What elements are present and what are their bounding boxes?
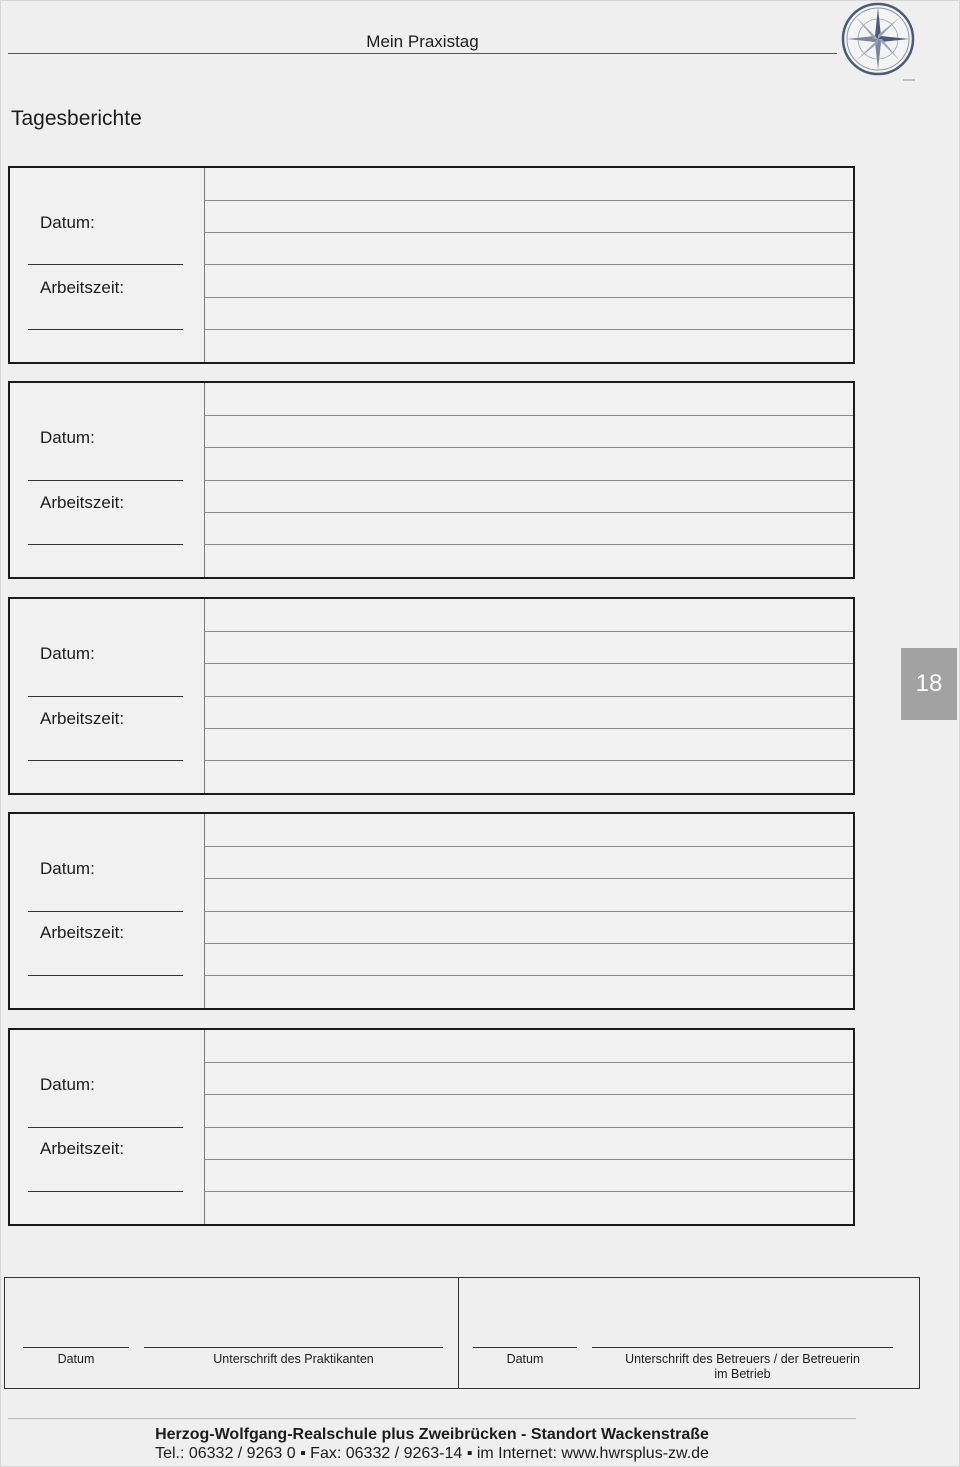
student-signature-label: Unterschrift des Praktikanten: [213, 1352, 374, 1366]
report-meta-column: [10, 814, 205, 1008]
report-text-line[interactable]: [204, 264, 853, 265]
worktime-input-line[interactable]: [28, 760, 183, 761]
report-text-line[interactable]: [204, 911, 853, 912]
report-text-line[interactable]: [204, 878, 853, 879]
report-text-line[interactable]: [204, 760, 853, 761]
student-date-label: Datum: [57, 1352, 95, 1366]
report-text-line[interactable]: [204, 1062, 853, 1063]
supervisor-signature-label-line2: im Betrieb: [714, 1367, 771, 1381]
supervisor-date-line[interactable]: [473, 1347, 577, 1348]
daily-report-block: [8, 597, 855, 795]
report-text-line[interactable]: [204, 447, 853, 448]
report-meta-column: [10, 168, 205, 362]
date-input-line[interactable]: [28, 696, 183, 697]
worktime-input-line[interactable]: [28, 544, 183, 545]
worktime-label: Arbeitszeit:: [40, 1139, 125, 1158]
footer-divider: [8, 1418, 856, 1419]
date-input-line[interactable]: [28, 911, 183, 912]
daily-report-block: [8, 166, 855, 364]
worktime-label: Arbeitszeit:: [40, 278, 125, 297]
footer-contact: Tel.: 06332 / 9263 0 ▪ Fax: 06332 / 9263-14 ▪ im Internet: www.hwrsplus-zw.de: [155, 1445, 709, 1462]
report-text-line[interactable]: [204, 512, 853, 513]
footer-school-name: Herzog-Wolfgang-Realschule plus Zweibrücken - Standort Wackenstraße: [155, 1426, 709, 1443]
report-meta-column: [10, 599, 205, 793]
report-text-line[interactable]: [204, 297, 853, 298]
report-text-line[interactable]: [204, 329, 853, 330]
report-text-line[interactable]: [204, 846, 853, 847]
section-heading: Tagesberichte: [11, 107, 142, 130]
date-label: Datum:: [40, 428, 95, 447]
report-text-line[interactable]: [204, 728, 853, 729]
report-text-line[interactable]: [204, 663, 853, 664]
supervisor-date-label: Datum: [506, 1352, 544, 1366]
date-label: Datum:: [40, 859, 95, 878]
worktime-input-line[interactable]: [28, 975, 183, 976]
report-text-line[interactable]: [204, 1127, 853, 1128]
report-text-line[interactable]: [204, 631, 853, 632]
report-text-line[interactable]: [204, 415, 853, 416]
report-text-line[interactable]: [204, 544, 853, 545]
daily-report-block: [8, 812, 855, 1010]
student-date-line[interactable]: [23, 1347, 129, 1348]
page-header-title: Mein Praxistag: [8, 31, 837, 54]
report-text-line[interactable]: [204, 1094, 853, 1095]
date-input-line[interactable]: [28, 264, 183, 265]
date-input-line[interactable]: [28, 1127, 183, 1128]
student-signature-line[interactable]: [144, 1347, 443, 1348]
report-text-line[interactable]: [204, 200, 853, 201]
page-number-tab: 18: [901, 648, 957, 720]
date-label: Datum:: [40, 644, 95, 663]
report-text-line[interactable]: [204, 480, 853, 481]
worktime-input-line[interactable]: [28, 1191, 183, 1192]
supervisor-signature-label: [592, 1352, 893, 1382]
worktime-input-line[interactable]: [28, 329, 183, 330]
compass-logo-icon: [841, 2, 917, 82]
report-text-line[interactable]: [204, 943, 853, 944]
date-label: Datum:: [40, 213, 95, 232]
report-text-line[interactable]: [204, 232, 853, 233]
report-meta-column: [10, 1030, 205, 1224]
date-input-line[interactable]: [28, 480, 183, 481]
daily-report-block: [8, 1028, 855, 1226]
signature-divider: [458, 1278, 459, 1388]
daily-report-block: [8, 381, 855, 579]
report-text-line[interactable]: [204, 1191, 853, 1192]
report-text-line[interactable]: [204, 975, 853, 976]
report-meta-column: [10, 383, 205, 577]
report-text-line[interactable]: [204, 696, 853, 697]
date-label: Datum:: [40, 1075, 95, 1094]
supervisor-signature-line[interactable]: [592, 1347, 893, 1348]
worktime-label: Arbeitszeit:: [40, 493, 125, 512]
supervisor-signature-label-line1: Unterschrift des Betreuers / der Betreuerin: [625, 1352, 860, 1366]
signature-box: [4, 1277, 920, 1389]
worktime-label: Arbeitszeit:: [40, 923, 125, 942]
report-text-line[interactable]: [204, 1159, 853, 1160]
worktime-label: Arbeitszeit:: [40, 709, 125, 728]
